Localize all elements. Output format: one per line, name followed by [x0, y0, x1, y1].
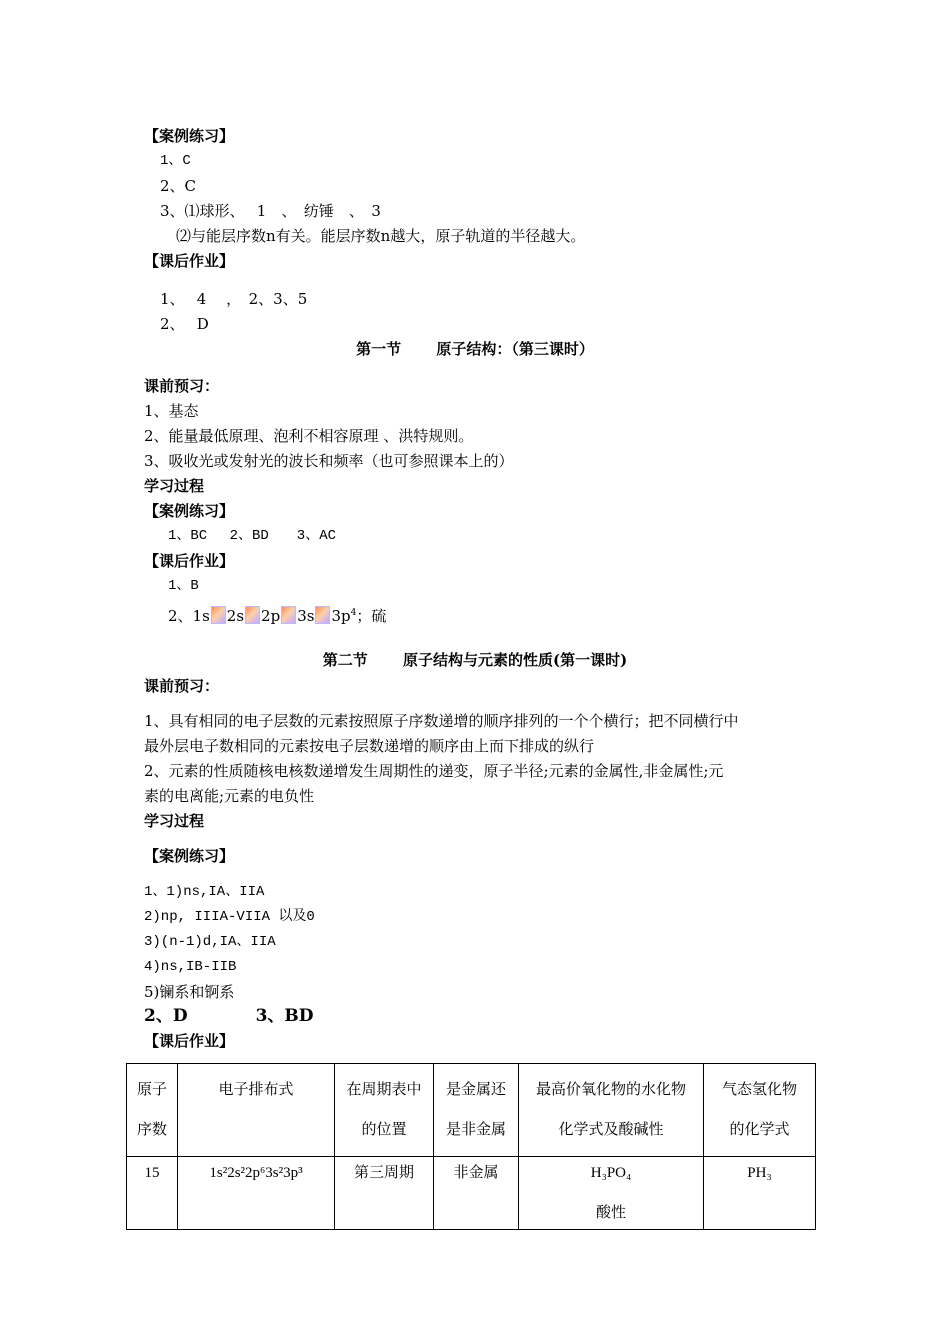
superscript: 4 — [350, 608, 357, 618]
homework-heading-2: 【课后作业】 — [144, 552, 235, 570]
answer-line: 1、1)ns,IA、IIA — [144, 884, 265, 900]
answer-line: 1、C — [160, 153, 191, 169]
header-cell: 原子 序数 — [127, 1064, 178, 1157]
orbital-diagram-image — [245, 606, 260, 624]
preview-line: 1、基态 — [144, 402, 199, 420]
orbital-label: 2p — [261, 607, 281, 625]
answer-line: 2、D 3、BD — [144, 1006, 314, 1026]
answer-line: 1、BC 2、BD 3、AC — [168, 528, 337, 544]
orbital-label: 2s — [226, 607, 245, 625]
answer-table — [126, 1063, 816, 1230]
header-cell: 在周期表中 的位置 — [335, 1064, 434, 1157]
case-practice-heading-3: 【案例练习】 — [144, 847, 235, 865]
section-title-3: 第二节 原子结构与元素的性质(第一课时) — [322, 651, 628, 669]
orbital-label: 3p — [331, 607, 351, 625]
answer-line: 3)(n-1)d,IA、IIA — [144, 934, 276, 950]
answer-line: 2)np, IIIA-VIIA 以及0 — [144, 909, 315, 925]
preview-line: 2、能量最低原理、泡利不相容原理 、洪特规则。 — [144, 427, 474, 445]
homework-heading-3: 【课后作业】 — [144, 1032, 235, 1050]
preview-heading-3: 课前预习： — [144, 677, 220, 695]
table-row — [127, 1157, 816, 1230]
orbital-label: 3s — [297, 607, 315, 625]
orbital-diagram-image — [281, 606, 296, 624]
preview-line: 素的电离能;元素的电负性 — [144, 787, 315, 805]
preview-line: 2、元素的性质随核电核数递增发生周期性的递变，原子半径;元素的金属性,非金属性;元 — [144, 762, 724, 780]
answer-line: 5)镧系和锕系 — [144, 983, 235, 1001]
table-cell: PH₃ — [704, 1157, 816, 1230]
case-practice-heading-1: 【案例练习】 — [144, 127, 235, 145]
header-cell: 是金属还 是非金属 — [434, 1064, 519, 1157]
table-cell: 15 — [127, 1157, 178, 1230]
header-cell: 电子排布式 — [178, 1064, 335, 1157]
preview-line: 1、具有相同的电子层数的元素按照原子序数递增的顺序排列的一个个横行；把不同横行中 — [144, 712, 739, 730]
table-header-row — [127, 1064, 816, 1157]
answer-line: 2、C — [160, 177, 197, 195]
header-cell: 气态氢化物 的化学式 — [704, 1064, 816, 1157]
answer-suffix: ；硫 — [356, 607, 387, 625]
table-cell: 非金属 — [434, 1157, 519, 1230]
section-title-2: 第一节 原子结构：（第三课时） — [356, 340, 594, 358]
preview-heading-2: 课前预习： — [144, 377, 220, 395]
header-cell: 最高价氧化物的水化物 化学式及酸碱性 — [519, 1064, 704, 1157]
table-cell: H₃PO₄ 酸性 — [519, 1157, 704, 1230]
answer-line: 1、 4 ， 2、3、5 — [160, 290, 308, 308]
process-heading-2: 学习过程 — [144, 477, 205, 495]
table-cell: 第三周期 — [335, 1157, 434, 1230]
orbital-diagram-image — [315, 606, 330, 624]
answer-line: ⑵与能层序数n有关。能层序数n越大，原子轨道的半径越大。 — [176, 227, 586, 245]
orbital-diagram-image — [211, 606, 226, 624]
case-practice-heading-2: 【案例练习】 — [144, 502, 235, 520]
orbital-answer-line — [168, 606, 386, 626]
process-heading-3: 学习过程 — [144, 812, 205, 830]
homework-heading-1: 【课后作业】 — [144, 252, 235, 270]
answer-prefix: 2、1s — [168, 607, 210, 625]
answer-line: 2、 D — [160, 315, 209, 333]
table-cell: 1s²2s²2p⁶3s²3p³ — [178, 1157, 335, 1230]
answer-line: 1、B — [168, 578, 199, 594]
preview-line: 3、吸收光或发射光的波长和频率（也可参照课本上的） — [144, 452, 514, 470]
answer-line: 3、⑴球形、 1 、 纺锤 、 3 — [160, 202, 381, 220]
preview-line: 最外层电子数相同的元素按电子层数递增的顺序由上而下排成的纵行 — [144, 737, 595, 755]
answer-line: 4)ns,IB-IIB — [144, 959, 237, 975]
